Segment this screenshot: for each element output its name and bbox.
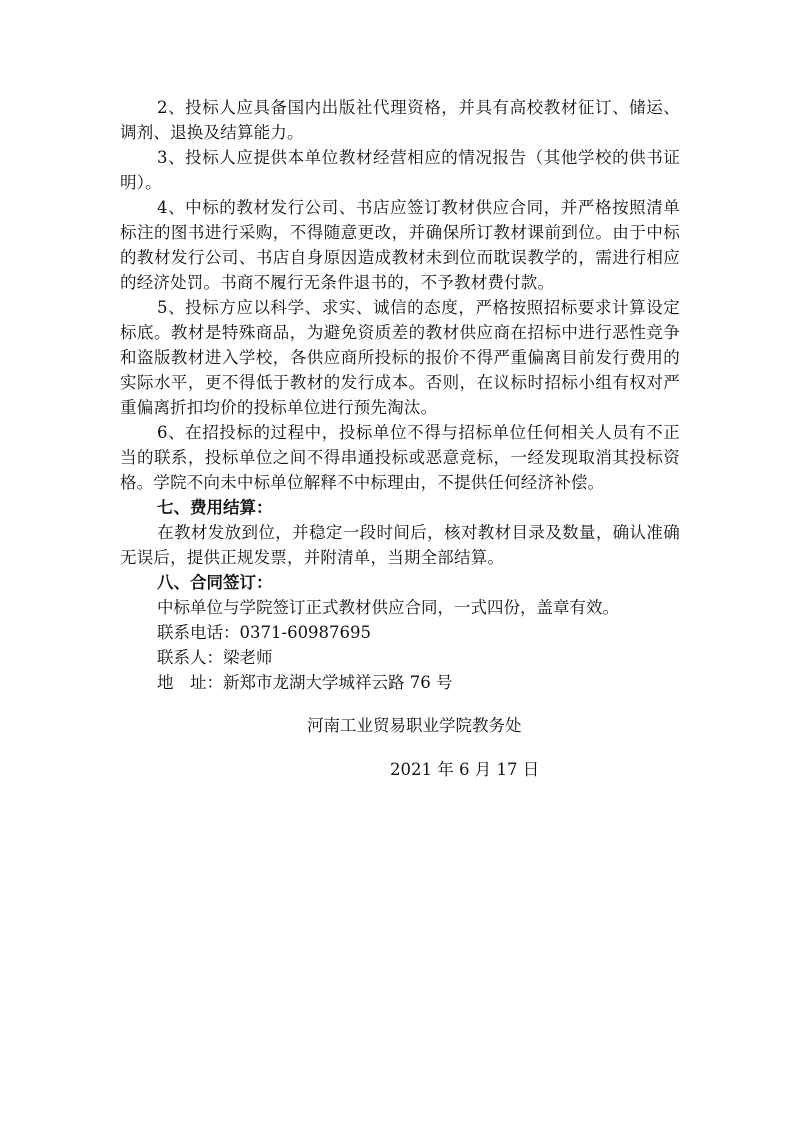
contact-phone: 联系电话：0371-60987695 [157, 623, 372, 642]
document-body [120, 95, 680, 695]
paragraph-4: 4、中标的教材发行公司、书店应签订教材供应合同，并严格按照清单标注的图书进行采购，不得随意更改，并确保所订教材课前到位。由于中标的教材发行公司、书店自身原因造成教材未到位而耽误教学的，需进行相应的经济处罚。书商不履行无条件退书的，不予教材费付款。 [120, 198, 680, 292]
paragraph-5: 5、投标方应以科学、求实、诚信的态度，严格按照招标要求计算设定标底。教材是特殊商品，为避免资质差的教材供应商在招标中进行恶性竞争和盗版教材进入学校，各供应商所投标的报价不得严重偏离目前发行费用的实际水平，更不得低于教材的发行成本。否则，在议标时招标小组有权对严重偏离折扣均价的投标单位进行预先淘汰。 [120, 298, 680, 417]
address-label: 地 址： [157, 673, 223, 692]
section-8-body: 中标单位与学院签订正式教材供应合同，一式四份，盖章有效。 [157, 598, 619, 617]
contact-address [120, 670, 680, 695]
address-value: 新郑市龙湖大学城祥云路 76 号 [223, 673, 453, 692]
section-7-body: 在教材发放到位，并稳定一段时间后，核对教材目录及数量，确认准确无误后，提供正规发票，并附清单，当期全部结算。 [120, 523, 680, 567]
signature-organization: 河南工业贸易职业学院教务处 [307, 716, 522, 735]
paragraph-3: 3、投标人应提供本单位教材经营相应的情况报告（其他学校的供书证明）。 [120, 148, 680, 192]
section-8-heading: 八、合同签订： [157, 573, 273, 592]
paragraph-6: 6、在招投标的过程中，投标单位不得与招标单位任何相关人员有不正当的联系，投标单位之间不得串通投标或恶意竞标，一经发现取消其投标资格。学院不向未中标单位解释不中标理由，不提供任何经济补偿。 [120, 423, 680, 492]
signature-date: 2021 年 6 月 17 日 [390, 760, 540, 779]
contact-person: 联系人：梁老师 [157, 648, 273, 667]
section-7-heading: 七、费用结算： [157, 498, 273, 517]
paragraph-2: 2、投标人应具备国内出版社代理资格，并具有高校教材征订、储运、调剂、退换及结算能力。 [120, 98, 680, 142]
